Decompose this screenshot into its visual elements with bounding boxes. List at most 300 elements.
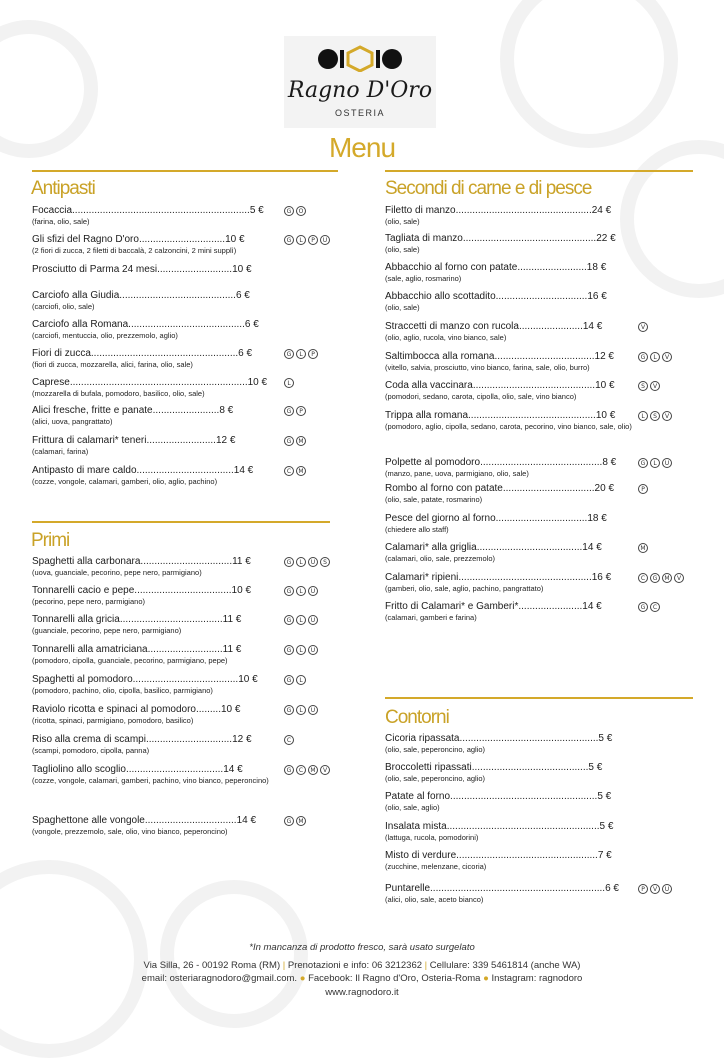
allergen-icons bbox=[638, 322, 648, 332]
section-divider bbox=[32, 170, 338, 172]
menu-item bbox=[385, 380, 615, 392]
allergen-icons bbox=[638, 458, 672, 468]
menu-item-price: 6 € bbox=[244, 319, 259, 330]
spider-logo-icon bbox=[284, 44, 436, 72]
allergen-icons bbox=[284, 735, 294, 745]
menu-item bbox=[32, 319, 259, 331]
menu-item-name: Raviolo ricotta e spinaci al pomodoro bbox=[32, 704, 196, 715]
menu-item bbox=[385, 321, 602, 333]
dot-leader: ................................. bbox=[495, 291, 588, 302]
glutine-icon: G bbox=[284, 586, 294, 596]
contact-line-2 bbox=[0, 973, 724, 984]
menu-item-description: (alici, uova, pangrattato) bbox=[32, 417, 113, 426]
uova-icon: U bbox=[308, 615, 318, 625]
menu-item-description: (manzo, pane, uova, parmigiano, olio, sale) bbox=[385, 469, 529, 478]
menu-item-description: (chiedere allo staff) bbox=[385, 525, 449, 534]
allergen-icons bbox=[638, 411, 672, 421]
menu-item-name: Carciofo alla Romana bbox=[32, 319, 129, 330]
menu-item-price: 12 € bbox=[232, 734, 252, 745]
menu-item-name: Insalata mista bbox=[385, 821, 447, 832]
dot-leader: .................................... bbox=[494, 351, 595, 362]
dot-leader: ......................... bbox=[517, 262, 587, 273]
menu-item-description: (ricotta, spinaci, parmigiano, pomodoro, basilico) bbox=[32, 716, 194, 725]
glutine-icon: G bbox=[638, 602, 648, 612]
crostacei-icon: C bbox=[650, 602, 660, 612]
dot-leader: ..................................................... bbox=[90, 348, 239, 359]
menu-item bbox=[32, 764, 243, 776]
menu-item-description: (fiori di zucca, mozzarella, alici, farina, olio, sale) bbox=[32, 360, 193, 369]
menu-item bbox=[32, 290, 250, 302]
solfiti-icon: V bbox=[662, 411, 672, 421]
contact-line-3 bbox=[0, 987, 724, 998]
menu-item-description: (farina, olio, sale) bbox=[32, 217, 90, 226]
dot-leader: ............................................................... bbox=[430, 883, 606, 894]
menu-item-name: Tonnarelli alla gricia bbox=[32, 614, 120, 625]
menu-item-name: Tonnarelli alla amatriciana bbox=[32, 644, 148, 655]
menu-item-description: (guanciale, pecorino, pepe nero, parmigiano) bbox=[32, 626, 182, 635]
allergen-icons bbox=[284, 436, 306, 446]
menu-item-description: (gamberi, olio, sale, aglio, pachino, pangrattato) bbox=[385, 584, 544, 593]
menu-item-name: Patate al forno bbox=[385, 791, 451, 802]
menu-item-price: 16 € bbox=[587, 291, 607, 302]
menu-item-price: 11 € bbox=[232, 556, 251, 567]
menu-item-name: Straccetti di manzo con rucola bbox=[385, 321, 519, 332]
menu-item-price: 18 € bbox=[587, 513, 607, 524]
allergen-icons bbox=[284, 586, 318, 596]
menu-item bbox=[385, 513, 607, 525]
menu-item-price: 20 € bbox=[594, 483, 615, 494]
menu-item-description: (scampi, pomodoro, cipolla, panna) bbox=[32, 746, 150, 755]
dot-leader: ........................ bbox=[152, 405, 220, 416]
menu-item-price: 14 € bbox=[236, 815, 257, 826]
allergen-icons bbox=[284, 206, 306, 216]
menu-item-description: (pomodoro, aglio, cipolla, sedano, carota, pecorino, vino bianco, sale, olio) bbox=[385, 422, 632, 431]
menu-item bbox=[32, 585, 251, 597]
sedano-icon: S bbox=[320, 557, 330, 567]
email-link[interactable]: email: osteriaragnodoro@gmail.com. bbox=[141, 973, 298, 984]
section-divider bbox=[32, 521, 330, 523]
crostacei-icon: C bbox=[284, 735, 294, 745]
glutine-icon: G bbox=[650, 573, 660, 583]
dot-leader: ................................. bbox=[502, 483, 595, 494]
menu-item-price: 5 € bbox=[588, 762, 603, 773]
menu-item bbox=[32, 234, 245, 246]
separator: | bbox=[282, 960, 288, 971]
pesce-icon: P bbox=[638, 884, 648, 894]
menu-item bbox=[32, 264, 252, 276]
latte-icon: L bbox=[650, 458, 660, 468]
molluschi-icon: M bbox=[308, 765, 318, 775]
solfiti-icon: V bbox=[638, 322, 648, 332]
menu-item bbox=[385, 205, 611, 217]
menu-item bbox=[385, 850, 612, 862]
menu-item-price: 10 € bbox=[231, 585, 252, 596]
menu-item-price: 22 € bbox=[596, 233, 616, 244]
menu-item-name: Puntarelle bbox=[385, 883, 431, 894]
menu-item-description: (cozze, vongole, calamari, gamberi, olio, aglio, pachino) bbox=[32, 477, 218, 486]
menu-item-name: Fritto di Calamari* e Gamberi* bbox=[385, 601, 519, 612]
molluschi-icon: M bbox=[638, 543, 648, 553]
allergen-icons bbox=[284, 705, 318, 715]
menu-item bbox=[385, 483, 614, 495]
latte-icon: L bbox=[284, 378, 294, 388]
menu-item-name: Gli sfizi del Ragno D'oro bbox=[32, 234, 139, 245]
dot-leader: ................................................... bbox=[456, 850, 598, 861]
menu-item-name: Abbacchio al forno con patate bbox=[385, 262, 518, 273]
menu-item-price: 6 € bbox=[605, 883, 619, 894]
instagram-icon: ● bbox=[483, 973, 489, 984]
menu-item-price: 14 € bbox=[582, 321, 603, 332]
allergen-icons bbox=[638, 543, 648, 553]
uova-icon: U bbox=[308, 557, 318, 567]
solfiti-icon: V bbox=[650, 884, 660, 894]
menu-item bbox=[32, 704, 240, 716]
menu-item-description: (carciofi, mentuccia, olio, prezzemolo, aglio) bbox=[32, 331, 178, 340]
menu-item bbox=[385, 457, 616, 469]
menu-item bbox=[32, 556, 251, 568]
menu-item bbox=[385, 291, 607, 303]
menu-item bbox=[32, 205, 264, 217]
latte-icon: L bbox=[650, 352, 660, 362]
facebook-link[interactable]: Facebook: Il Ragno d'Oro, Osteria-Roma bbox=[308, 973, 481, 984]
section-title-antipasti: Antipasti bbox=[31, 178, 95, 199]
menu-item-description: (pomodoro, pachino, olio, cipolla, basilico, parmigiano) bbox=[32, 686, 213, 695]
menu-item-description: (sale, aglio, rosmarino) bbox=[385, 274, 462, 283]
menu-item bbox=[385, 791, 611, 803]
latte-icon: L bbox=[296, 675, 306, 685]
menu-item-price: 12 € bbox=[215, 435, 236, 446]
crostacei-icon: C bbox=[284, 466, 294, 476]
dot-leader: .......................................... bbox=[128, 319, 245, 330]
latte-icon: L bbox=[296, 586, 306, 596]
menu-item bbox=[32, 465, 253, 477]
allergen-icons bbox=[284, 466, 306, 476]
menu-item-name: Calamari* alla griglia bbox=[385, 542, 477, 553]
section-title-secondi: Secondi di carne e di pesce bbox=[385, 178, 592, 199]
menu-item-price: 11 € bbox=[222, 614, 242, 625]
menu-item-price: 8 € bbox=[602, 457, 617, 468]
menu-item-name: Spaghettone alle vongole bbox=[32, 815, 145, 826]
dot-leader: ....................... bbox=[518, 321, 583, 332]
separator: | bbox=[424, 960, 430, 971]
menu-item-price: 10 € bbox=[595, 410, 616, 421]
menu-item-description: (olio, aglio, rucola, vino bianco, sale) bbox=[385, 333, 507, 342]
menu-item-description: (vitello, salvia, prosciutto, vino bianco, farina, sale, olio, burro) bbox=[385, 363, 590, 372]
menu-item-description: (pomodoro, cipolla, guanciale, pecorino, parmigiano, pepe) bbox=[32, 656, 228, 665]
background-decoration bbox=[0, 860, 148, 1058]
dot-leader: .................................................. bbox=[459, 733, 599, 744]
menu-item-description: (pomodori, sedano, carota, cipolla, olio, sale, vino bianco) bbox=[385, 392, 577, 401]
pesce-icon: P bbox=[296, 406, 306, 416]
menu-item-name: Focaccia bbox=[32, 205, 73, 216]
menu-item-description: (zucchine, melenzane, cicoria) bbox=[385, 862, 487, 871]
dot-leader: ............................... bbox=[145, 734, 233, 745]
dot-leader: ................................... bbox=[125, 764, 224, 775]
dot-leader: ......................... bbox=[146, 435, 216, 446]
section-divider bbox=[385, 170, 693, 172]
latte-icon: L bbox=[296, 235, 306, 245]
menu-item-name: Saltimbocca alla romana bbox=[385, 351, 495, 362]
allergen-icons bbox=[638, 573, 684, 583]
dot-leader: ............................... bbox=[138, 234, 226, 245]
menu-item bbox=[32, 674, 258, 686]
allergen-icons bbox=[284, 645, 318, 655]
menu-item bbox=[385, 351, 614, 363]
pesce-icon: P bbox=[308, 235, 318, 245]
dot-leader: ................................................................ bbox=[72, 205, 250, 216]
menu-item bbox=[385, 262, 606, 274]
menu-item-price: 10 € bbox=[221, 704, 241, 715]
dot-leader: ..................................................... bbox=[450, 791, 598, 802]
pesce-icon: P bbox=[638, 484, 648, 494]
glutine-icon: G bbox=[284, 675, 294, 685]
menu-item-description: (olio, sale, aglio) bbox=[385, 803, 440, 812]
menu-item-description: (olio, sale) bbox=[385, 303, 420, 312]
crostacei-icon: C bbox=[296, 765, 306, 775]
dot-leader: ................................................. bbox=[455, 205, 592, 216]
dot-leader: ................................................ bbox=[462, 233, 597, 244]
section-divider bbox=[385, 697, 693, 699]
restaurant-name: Ragno D'Oro bbox=[287, 78, 433, 103]
menu-item-price: 10 € bbox=[225, 234, 245, 245]
instagram-link[interactable]: Instagram: ragnodoro bbox=[491, 973, 583, 984]
uova-icon: U bbox=[308, 645, 318, 655]
menu-item-price: 5 € bbox=[597, 791, 612, 802]
menu-item-name: Fiori di zucca bbox=[32, 348, 91, 359]
allergen-icons bbox=[284, 406, 306, 416]
mobile: Cellulare: 339 5461814 (anche WA) bbox=[429, 960, 581, 971]
dot-leader: ...................................... bbox=[476, 542, 583, 553]
dot-leader: ........................... bbox=[147, 644, 223, 655]
uova-icon: U bbox=[320, 235, 330, 245]
latte-icon: L bbox=[296, 645, 306, 655]
menu-item-name: Tonnarelli cacio e pepe bbox=[32, 585, 135, 596]
address: Via Silla, 26 - 00192 Roma (RM) bbox=[143, 960, 281, 971]
menu-item-name: Riso alla crema di scampi bbox=[32, 734, 146, 745]
solfiti-icon: V bbox=[650, 381, 660, 391]
menu-item-description: (olio, sale, peperoncino, aglio) bbox=[385, 745, 486, 754]
section-title-primi: Primi bbox=[31, 530, 70, 551]
menu-item bbox=[385, 542, 602, 554]
menu-item-price: 8 € bbox=[219, 405, 234, 416]
olio-icon: O bbox=[296, 206, 306, 216]
allergen-icons bbox=[638, 381, 660, 391]
dot-leader: ................................... bbox=[136, 465, 234, 476]
menu-item-name: Frittura di calamari* teneri bbox=[32, 435, 147, 446]
menu-item bbox=[32, 644, 241, 656]
menu-item-price: 14 € bbox=[582, 542, 602, 553]
glutine-icon: G bbox=[284, 557, 294, 567]
dot-leader: ............................................ bbox=[480, 457, 603, 468]
menu-item-price: 6 € bbox=[238, 348, 253, 359]
dot-leader: ................................. bbox=[140, 556, 233, 567]
menu-item-description: (lattuga, rucola, pomodorini) bbox=[385, 833, 479, 842]
menu-item-name: Pesce del giorno al forno bbox=[385, 513, 496, 524]
menu-item-name: Coda alla vaccinara bbox=[385, 380, 473, 391]
glutine-icon: G bbox=[638, 352, 648, 362]
molluschi-icon: M bbox=[296, 436, 306, 446]
background-decoration bbox=[500, 0, 678, 148]
menu-item-price: 6 € bbox=[235, 290, 250, 301]
glutine-icon: G bbox=[284, 235, 294, 245]
allergen-icons bbox=[638, 484, 648, 494]
uova-icon: U bbox=[662, 458, 672, 468]
menu-item bbox=[32, 815, 256, 827]
menu-item bbox=[385, 601, 602, 613]
menu-item-price: 10 € bbox=[232, 264, 252, 275]
menu-item-price: 10 € bbox=[595, 380, 615, 391]
menu-item-description: (calamari, olio, sale, prezzemolo) bbox=[385, 554, 496, 563]
menu-item-name: Broccoletti ripassati bbox=[385, 762, 472, 773]
menu-item-description: (calamari, farina) bbox=[32, 447, 89, 456]
allergen-icons bbox=[284, 675, 306, 685]
glutine-icon: G bbox=[284, 406, 294, 416]
dot-leader: ................................................................ bbox=[69, 377, 248, 388]
uova-icon: U bbox=[308, 705, 318, 715]
menu-item-name: Trippa alla romana bbox=[385, 410, 469, 421]
menu-item-name: Prosciutto di Parma 24 mesi bbox=[32, 264, 158, 275]
menu-title: Menu bbox=[328, 132, 396, 163]
molluschi-icon: M bbox=[662, 573, 672, 583]
allergen-icons bbox=[638, 884, 672, 894]
latte-icon: L bbox=[296, 705, 306, 715]
latte-icon: L bbox=[296, 349, 306, 359]
menu-item-price: 10 € bbox=[247, 377, 268, 388]
menu-item-name: Antipasto di mare caldo bbox=[32, 465, 137, 476]
dot-leader: ................................................ bbox=[458, 572, 592, 583]
menu-item-description: (mozzarella di bufala, pomodoro, basilico, olio, sale) bbox=[32, 389, 205, 398]
menu-item-name: Carciofo alla Giudia bbox=[32, 290, 120, 301]
dot-leader: ....................................................... bbox=[446, 821, 600, 832]
menu-item-name: Polpette al pomodoro bbox=[385, 457, 481, 468]
menu-item bbox=[32, 348, 252, 360]
menu-item-description: (olio, sale, peperoncino, aglio) bbox=[385, 774, 486, 783]
menu-item-description: (carciofi, olio, sale) bbox=[32, 302, 95, 311]
section-title-contorni: Contorni bbox=[385, 707, 449, 728]
menu-item bbox=[385, 821, 613, 833]
menu-item-price: 14 € bbox=[582, 601, 602, 612]
menu-item-price: 11 € bbox=[222, 644, 242, 655]
glutine-icon: G bbox=[284, 765, 294, 775]
menu-item bbox=[385, 883, 619, 895]
glutine-icon: G bbox=[284, 816, 294, 826]
allergen-icons bbox=[284, 765, 330, 775]
menu-item-description: (olio, sale) bbox=[385, 217, 420, 226]
menu-item bbox=[385, 733, 612, 745]
menu-item bbox=[385, 572, 611, 584]
website-link[interactable]: www.ragnodoro.it bbox=[325, 987, 399, 998]
menu-item bbox=[32, 435, 235, 447]
menu-item bbox=[385, 410, 615, 422]
menu-item-price: 7 € bbox=[597, 850, 612, 861]
dot-leader: ................................. bbox=[144, 815, 237, 826]
molluschi-icon: M bbox=[296, 816, 306, 826]
menu-item-price: 10 € bbox=[238, 674, 258, 685]
menu-item-description: (olio, sale, patate, rosmarino) bbox=[385, 495, 483, 504]
menu-item-name: Abbacchio allo scottadito bbox=[385, 291, 496, 302]
dot-leader: .......................................... bbox=[119, 290, 236, 301]
dot-leader: ........................... bbox=[157, 264, 233, 275]
menu-item-price: 5 € bbox=[598, 733, 613, 744]
glutine-icon: G bbox=[284, 436, 294, 446]
uova-icon: U bbox=[308, 586, 318, 596]
sedano-icon: S bbox=[638, 381, 648, 391]
menu-item-description: (pecorino, pepe nero, parmigiano) bbox=[32, 597, 145, 606]
menu-item-price: 14 € bbox=[233, 465, 254, 476]
allergen-icons bbox=[284, 816, 306, 826]
molluschi-icon: M bbox=[296, 466, 306, 476]
menu-item-name: Misto di verdure bbox=[385, 850, 457, 861]
menu-item-price: 12 € bbox=[594, 351, 614, 362]
phone: Prenotazioni e info: 06 3212362 bbox=[287, 960, 423, 971]
solfiti-icon: V bbox=[674, 573, 684, 583]
menu-item-description: (cozze, vongole, calamari, gamberi, pachino, vino bianco, peperoncino) bbox=[32, 776, 269, 785]
menu-item-name: Rombo al forno con patate bbox=[385, 483, 503, 494]
dot-leader: ..................................... bbox=[119, 614, 223, 625]
menu-item-name: Caprese bbox=[32, 377, 70, 388]
allergen-icons bbox=[638, 352, 672, 362]
dot-leader: .............................................. bbox=[468, 410, 596, 421]
dot-leader: ................................. bbox=[495, 513, 588, 524]
menu-item-description: (alici, olio, sale, aceto bianco) bbox=[385, 895, 484, 904]
allergen-icons bbox=[284, 615, 318, 625]
sedano-icon: S bbox=[650, 411, 660, 421]
menu-item-price: 5 € bbox=[249, 205, 264, 216]
frozen-note: *In mancanza di prodotto fresco, sarà usato surgelato bbox=[249, 942, 475, 953]
menu-item-price: 24 € bbox=[591, 205, 612, 216]
menu-item-price: 18 € bbox=[586, 262, 607, 273]
allergen-icons bbox=[638, 602, 660, 612]
menu-item bbox=[32, 405, 233, 417]
dot-leader: ............................................ bbox=[472, 380, 596, 391]
menu-item-price: 5 € bbox=[599, 821, 614, 832]
latte-icon: L bbox=[296, 557, 306, 567]
solfiti-icon: V bbox=[320, 765, 330, 775]
menu-item-description: (2 fiori di zucca, 2 filetti di baccalà, 2 calzoncini, 2 mini supplì) bbox=[32, 246, 237, 255]
allergen-icons bbox=[284, 349, 318, 359]
menu-item bbox=[32, 734, 252, 746]
glutine-icon: G bbox=[284, 206, 294, 216]
menu-item-description: (olio, sale) bbox=[385, 245, 420, 254]
menu-item bbox=[385, 233, 616, 245]
menu-item-price: 16 € bbox=[591, 572, 612, 583]
latte-icon: L bbox=[638, 411, 648, 421]
menu-item-name: Spaghetti alla carbonara bbox=[32, 556, 141, 567]
menu-item-description: (calamari, gamberi e farina) bbox=[385, 613, 477, 622]
allergen-icons bbox=[284, 557, 330, 567]
menu-item-name: Tagliolino allo scoglio bbox=[32, 764, 126, 775]
restaurant-logo bbox=[284, 36, 436, 128]
allergen-icons bbox=[284, 378, 294, 388]
glutine-icon: G bbox=[638, 458, 648, 468]
glutine-icon: G bbox=[284, 645, 294, 655]
glutine-icon: G bbox=[284, 349, 294, 359]
dot-leader: ......... bbox=[195, 704, 221, 715]
menu-item-name: Cicoria ripassata bbox=[385, 733, 460, 744]
solfiti-icon: V bbox=[662, 352, 672, 362]
menu-item-name: Filetto di manzo bbox=[385, 205, 456, 216]
menu-item-description: (uova, guanciale, pecorino, pepe nero, parmigiano) bbox=[32, 568, 202, 577]
dot-leader: ...................................... bbox=[132, 674, 239, 685]
menu-item bbox=[32, 614, 241, 626]
menu-item bbox=[385, 762, 602, 774]
glutine-icon: G bbox=[284, 705, 294, 715]
dot-leader: ................................... bbox=[134, 585, 232, 596]
background-decoration bbox=[160, 880, 308, 1028]
menu-item-price: 14 € bbox=[223, 764, 243, 775]
menu-item-name: Alici fresche, fritte e panate bbox=[32, 405, 153, 416]
menu-item-name: Spaghetti al pomodoro bbox=[32, 674, 133, 685]
